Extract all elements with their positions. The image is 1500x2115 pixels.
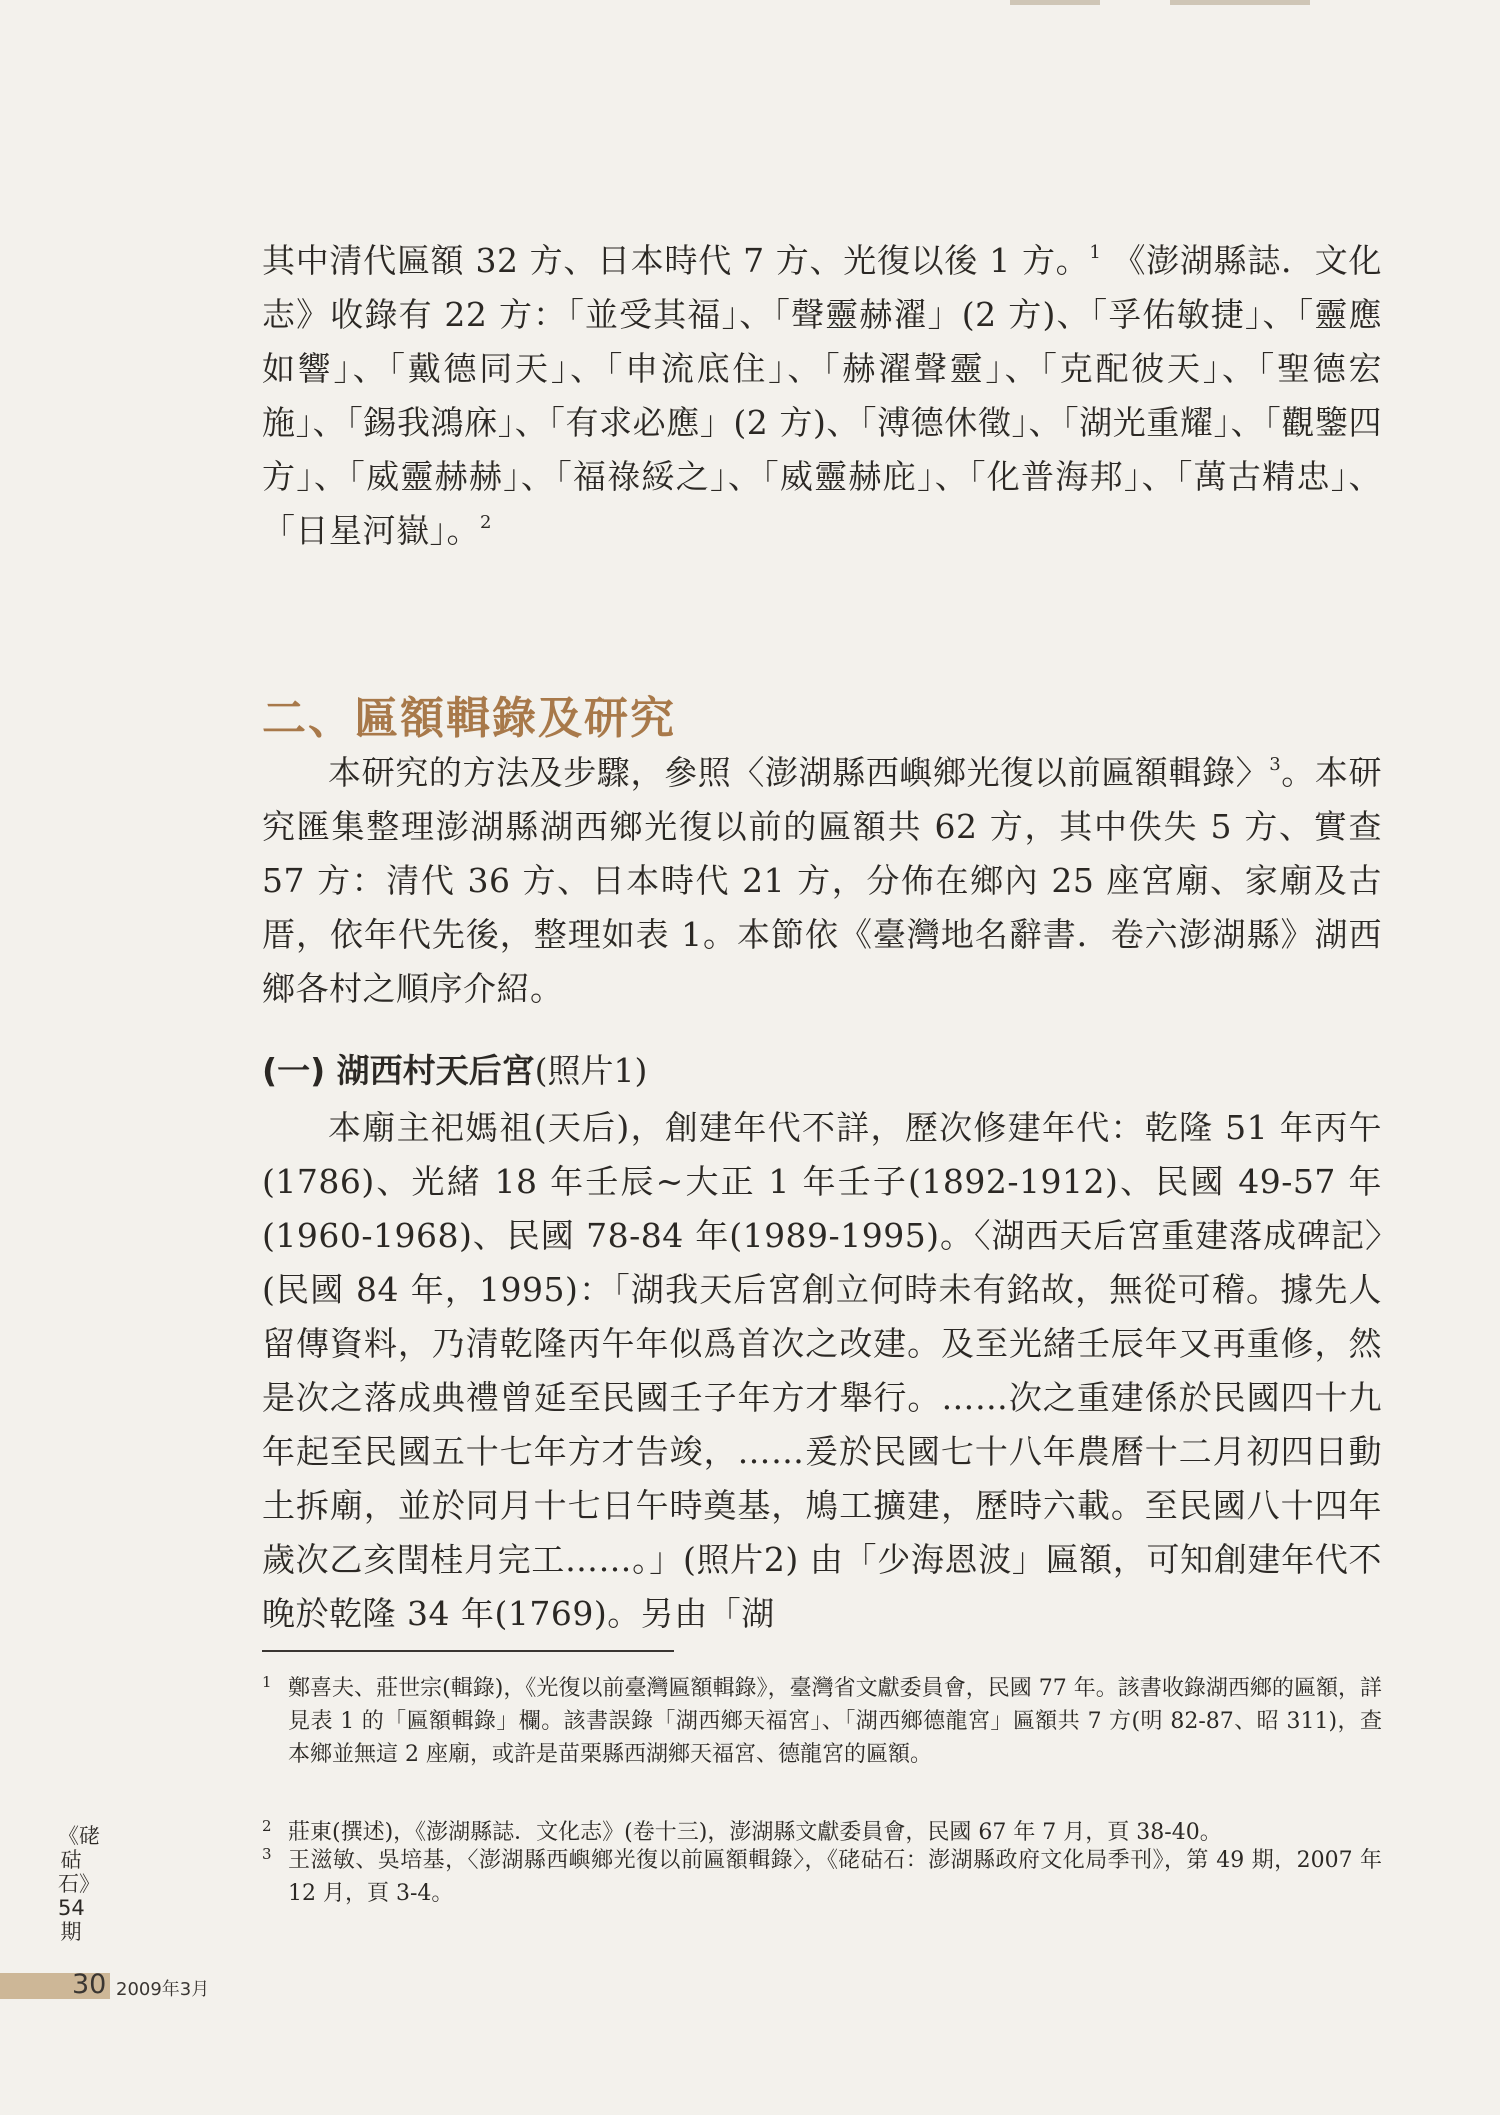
section-paragraph — [262, 746, 1382, 1016]
temple-paragraph: 本廟主祀媽祖(天后)，創建年代不詳，歷次修建年代：乾隆 51 年丙午(1786)、光緒 18 年壬辰~大正 1 年壬子(1892-1912)、民國 49-57 年(1960-1968)、民國 78-84 年(1989-1995)。〈湖西天后宮重建落成碑記〉(民國 84 年，1995)：「湖我天后宮創立何時未有銘故，無從可稽。據先人留傳資料，乃清乾隆丙午年似爲首次之改建。及至光緒壬辰年又再重修，然是次之落成典禮曾延至民國壬子年方才舉行。……次之重建係於民國四十九年起至民國五十七年方才告竣，……爰於民國七十八年農曆十二月初四日動土拆廟，並於同月十七日午時奠基，鳩工擴建，歷時六載。至民國八十四年歲次乙亥閏桂月完工……。」(照片2) 由「少海恩波」匾額，可知創建年代不晚於乾隆 34 年(1769)。另由「湖 — [262, 1108, 1382, 1633]
page-number: 30 — [72, 1969, 107, 2000]
intro-paragraph — [262, 234, 1382, 558]
journal-title-vertical: 《硓𥑮石》54期 — [58, 1824, 100, 1944]
footnote-divider — [262, 1650, 674, 1652]
issue-date: 2009年3月 — [116, 1979, 210, 2000]
footnote-text: 莊東(撰述)，《澎湖縣誌．文化志》(卷十三)，澎湖縣文獻委員會，民國 67 年 7 月，頁 38-40。 — [288, 1820, 1222, 1845]
footnote-ref-2: 2 — [480, 512, 492, 533]
footnote-1 — [262, 1672, 1382, 1771]
method-text: 本研究的方法及步驟，參照〈澎湖縣西嶼鄉光復以前匾額輯錄〉 — [328, 753, 1270, 792]
method-text-continued: 。本研究匯集整理澎湖縣湖西鄉光復以前的匾額共 62 方，其中佚失 5 方、實查 57 方：清代 36 方、日本時代 21 方，分佈在鄉內 25 座宮廟、家廟及古厝，依年代先後，整理如表 1。本節依《臺灣地名辭書．卷六澎湖縣》湖西鄉各村之順序介紹。 — [262, 753, 1383, 1008]
subsection-heading — [262, 1045, 647, 1092]
footnote-text: 鄭喜夫、莊世宗(輯錄)，《光復以前臺灣匾額輯錄》，臺灣省文獻委員會，民國 77 年。該書收錄湖西鄉的匾額，詳見表 1 的「匾額輯錄」欄。該書誤錄「湖西鄉天福宮」、「湖西鄉德龍宮」匾額共 7 方(明 82-87、昭 311)，查本鄉並無這 2 座廟，或許是苗栗縣西湖鄉天福宮、德龍宮的匾額。 — [288, 1676, 1382, 1767]
section-heading: 二、匾額輯錄及研究 — [262, 693, 676, 744]
footnote-number: 1 — [262, 1673, 272, 1691]
footnote-number: 2 — [262, 1817, 272, 1835]
subsection-title: (一) 湖西村天后宮 — [262, 1051, 535, 1090]
footnote-text: 王滋敏、吳培基，〈澎湖縣西嶼鄉光復以前匾額輯錄〉，《硓𥑮石：澎湖縣政府文化局季刊》，第 49 期，2007 年 12 月，頁 3-4。 — [288, 1848, 1382, 1906]
top-edge-mark — [1010, 0, 1100, 5]
photo-reference: (照片1) — [534, 1051, 648, 1090]
footnote-ref-3: 3 — [1269, 754, 1282, 775]
footnote-3 — [262, 1844, 1382, 1910]
top-edge-mark — [1170, 0, 1310, 5]
footnote-number: 3 — [262, 1845, 272, 1863]
intro-text-continued: 《澎湖縣誌．文化志》收錄有 22 方：「並受其福」、「聲靈赫濯」(2 方)、「孚佑敏捷」、「靈應如響」、「戴德同天」、「申流底住」、「赫濯聲靈」、「克配彼天」、「聖德宏施」、「錫我鴻庥」、「有求必應」(2 方)、「溥德休徵」、「湖光重耀」、「觀鑒四方」、「威靈赫赫」、「福祿綏之」、「威靈赫庇」、「化普海邦」、「萬古精忠」、「日星河嶽」。 — [262, 241, 1382, 550]
footnote-ref-1: 1 — [1089, 242, 1102, 263]
intro-text: 其中清代匾額 32 方、日本時代 7 方、光復以後 1 方。 — [262, 241, 1090, 280]
